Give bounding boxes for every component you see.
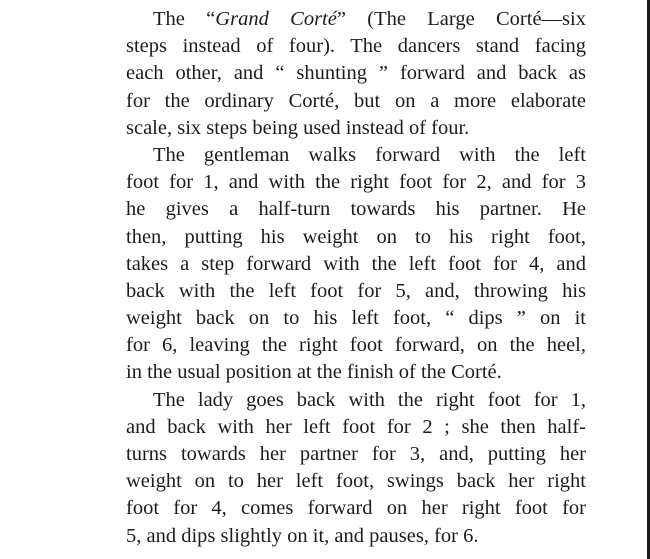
text-line: takes a step forward with the left foot for 4, and: [126, 252, 586, 275]
text-line: in the usual position at the finish of the Corté.: [126, 361, 502, 384]
text-line: foot for 1, and with the right foot for 2, and for 3: [126, 171, 586, 194]
paragraph-lady: [126, 387, 586, 550]
text-run: ” (The Large Corté—six: [336, 8, 586, 30]
italic-term: Grand Corté: [215, 8, 337, 30]
text-line: The lady goes back with the right foot for 1,: [153, 388, 586, 411]
text-line: 5, and dips slightly on it, and pauses, for 6.: [126, 524, 479, 547]
text-line: back with the left foot for 5, and, throwing his: [126, 279, 586, 302]
text-line: then, putting his weight on to his right foot,: [126, 225, 586, 248]
text-line: he gives a half-turn towards his partner. He: [126, 198, 586, 221]
text-line: turns towards her partner for 3, and, putting her: [126, 443, 586, 465]
text-line: for 6, leaving the right foot forward, on the heel,: [126, 334, 586, 357]
paragraph-gentleman: [126, 142, 586, 387]
text-line: scale, six steps being used instead of four.: [126, 116, 470, 139]
text-line: weight back on to his left foot, “ dips ” on it: [126, 307, 586, 330]
text-line: each other, and “ shunting ” forward and back as: [126, 62, 586, 85]
text-line: [126, 6, 586, 33]
paragraph-grand-corte: [126, 6, 586, 142]
text-line: weight on to her left foot, swings back her right: [126, 470, 586, 493]
text-line: steps instead of four). The dancers stand facing: [126, 35, 586, 58]
text-line: The gentleman walks forward with the left: [153, 143, 586, 166]
text-line: foot for 4, comes forward on her right foot for: [126, 497, 586, 520]
page-text: [126, 6, 586, 550]
text-run: The “: [153, 8, 216, 30]
text-line: for the ordinary Corté, but on a more elaborate: [126, 89, 586, 112]
text-line: and back with her left foot for 2 ; she then half-: [126, 415, 586, 438]
